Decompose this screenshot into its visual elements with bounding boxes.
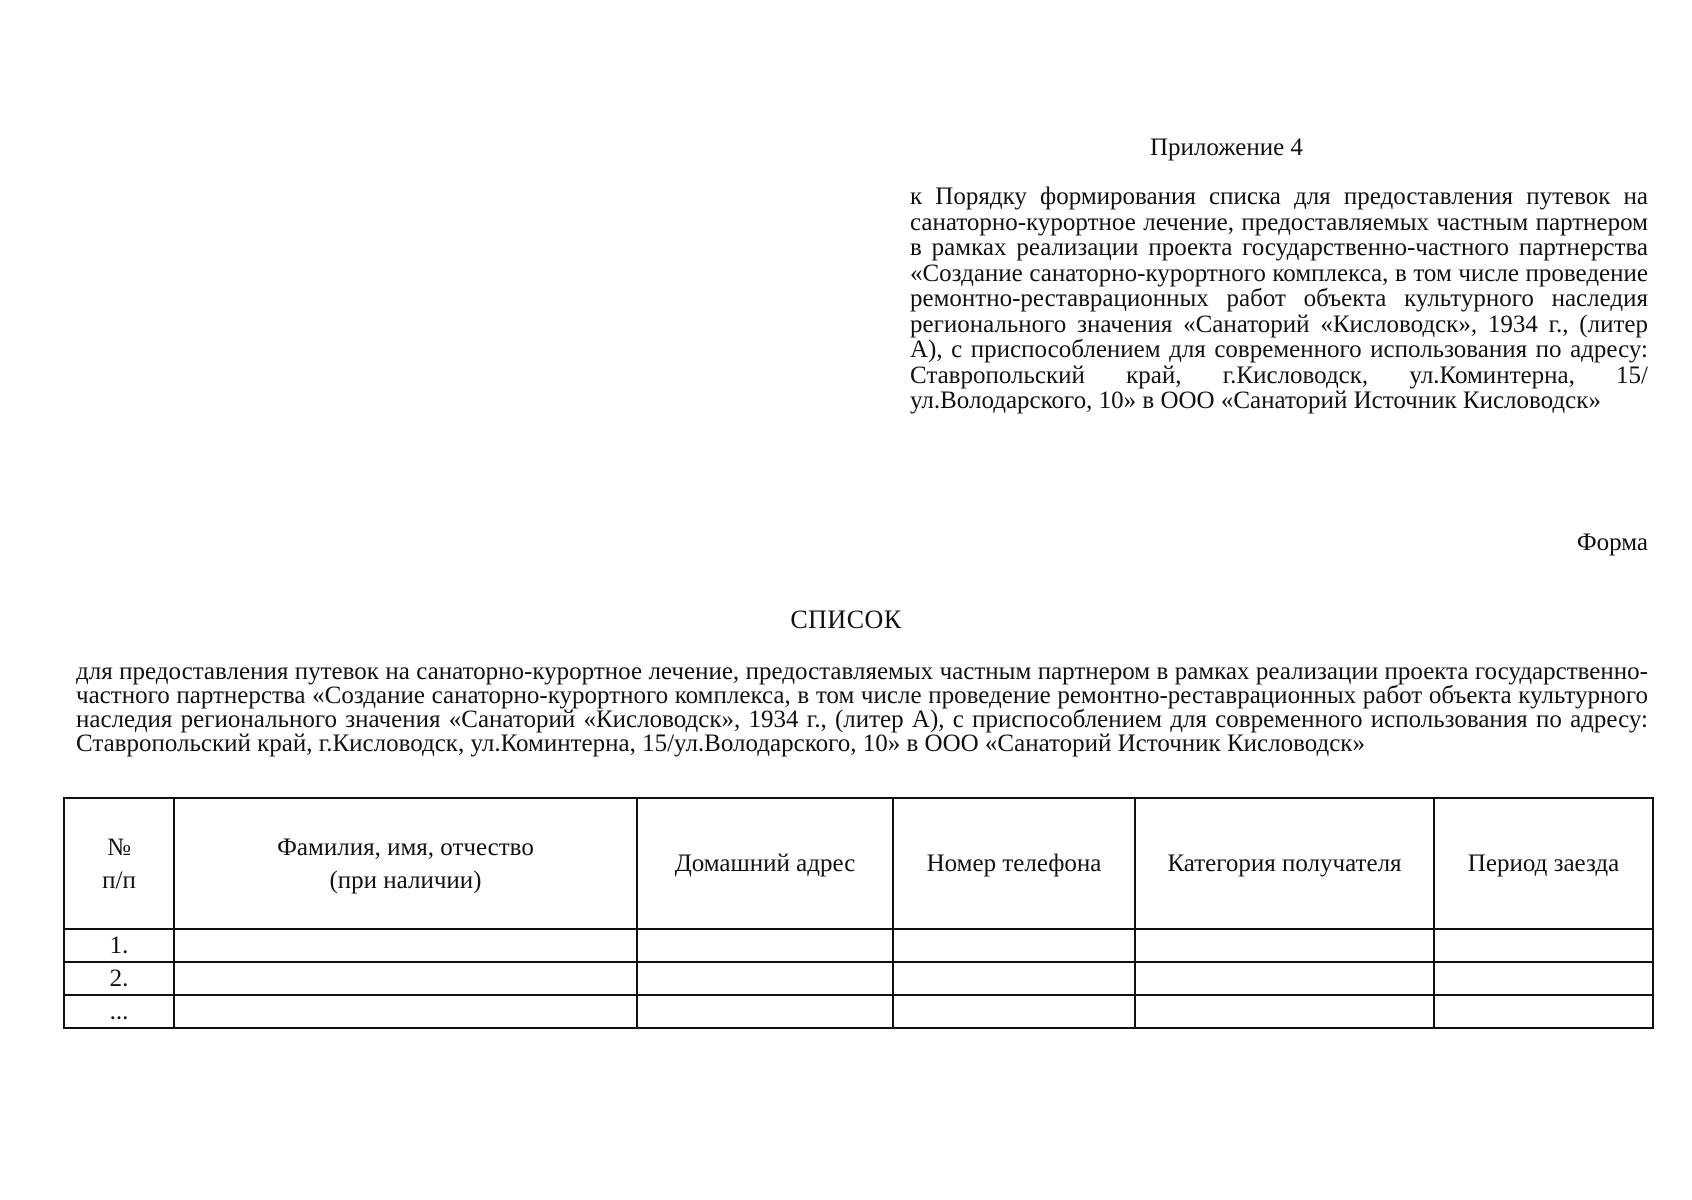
cell-phone-number	[893, 929, 1135, 962]
cell-arrival-period	[1434, 962, 1653, 995]
cell-recipient-category	[1135, 995, 1434, 1028]
table-row	[64, 962, 1653, 995]
cell-arrival-period	[1434, 995, 1653, 1028]
appendix-title: Приложение 4	[1150, 134, 1303, 161]
cell-full-name	[174, 962, 637, 995]
cell-full-name	[174, 995, 637, 1028]
cell-phone-number	[893, 962, 1135, 995]
cell-home-address	[637, 962, 893, 995]
cell-full-name	[174, 929, 637, 962]
recipients-table	[63, 797, 1654, 1029]
cell-number: ...	[64, 995, 174, 1028]
form-label: Форма	[1576, 529, 1648, 556]
list-title: СПИСОК	[790, 605, 902, 634]
cell-home-address	[637, 995, 893, 1028]
cell-home-address	[637, 929, 893, 962]
header-home-address: Домашний адрес	[637, 798, 893, 929]
appendix-body: к Порядку формирования списка для предоставления путевок на санаторно-курортное лечение, предоставляемых частным партнером в рамках реализации проекта государственно-частного партнерства «Создание санаторно-курортного комплекса, в том числе проведение ремонтно-реставрационных работ объекта культурного наследия регионального значения «Санаторий «Кисловодск», 1934 г., (литер А), с приспособлением для современного использования по адресу: Ставропольский край, г.Кисловодск, ул.Коминтерна, 15/ ул.Володарского, 10» в ООО «Санаторий Источник Кисловодск»	[910, 183, 1648, 414]
cell-phone-number	[893, 995, 1135, 1028]
header-arrival-period: Период заезда	[1434, 798, 1653, 929]
list-description: для предоставления путевок на санаторно-курортное лечение, предоставляемых частным партнером в рамках реализации проекта государственно-частного партнерства «Создание санаторно-курортного комплекса, в том числе проведение ремонтно-реставрационных работ объекта культурного наследия регионального значения «Санаторий «Кисловодск», 1934 г., (литер А), с приспособлением для современного использования по адресу: Ставропольский край, г.Кисловодск, ул.Коминтерна, 15/ул.Володарского, 10» в ООО «Санаторий Источник Кисловодск»	[76, 658, 1648, 757]
table-row	[64, 929, 1653, 962]
header-phone-number: Номер телефона	[893, 798, 1135, 929]
cell-number: 2.	[64, 962, 174, 995]
header-number: № п/п	[64, 798, 174, 929]
table-header-row	[64, 798, 1653, 929]
cell-arrival-period	[1434, 929, 1653, 962]
header-recipient-category: Категория получателя	[1135, 798, 1434, 929]
cell-recipient-category	[1135, 929, 1434, 962]
header-full-name: Фамилия, имя, отчество (при наличии)	[174, 798, 637, 929]
cell-recipient-category	[1135, 962, 1434, 995]
cell-number: 1.	[64, 929, 174, 962]
table-row	[64, 995, 1653, 1028]
